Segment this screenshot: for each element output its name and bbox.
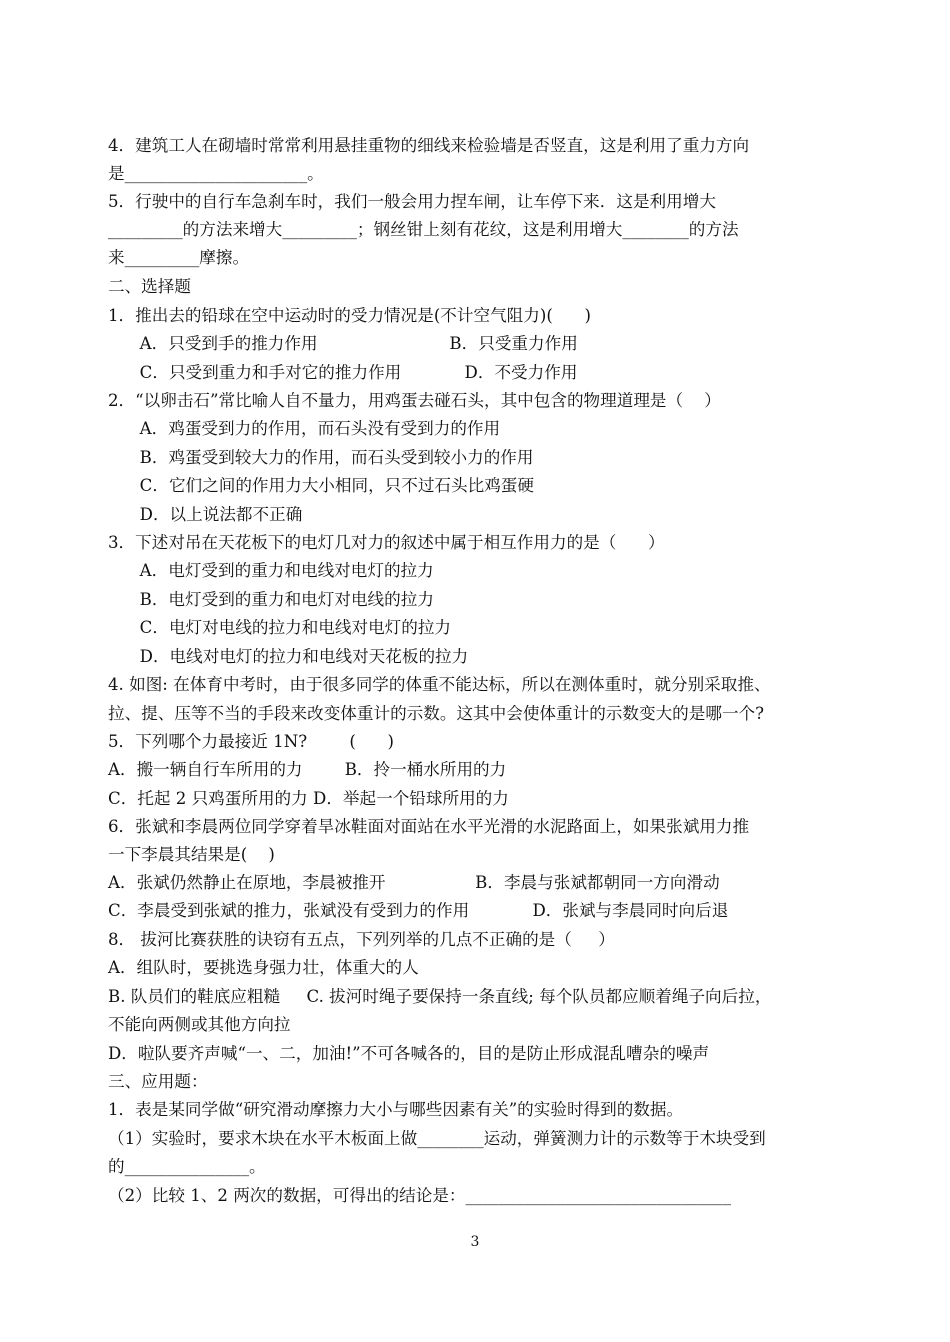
question-line: （2）比较 1、2 两次的数据，可得出的结论是：________________________________ [108, 1186, 732, 1205]
option-line: C．它们之间的作用力大小相同，只不过石头比鸡蛋硬 [108, 476, 534, 495]
question-line: 3．下述对吊在天花板下的电灯几对力的叙述中属于相互作用力的是（ ） [108, 533, 665, 552]
text-line: 来_________摩擦。 [108, 248, 250, 267]
question-line: 4. 如图: 在体育中考时，由于很多同学的体重不能达标，所以在测体重时，就分别采取推、 [108, 675, 771, 694]
option-line: C．李晨受到张斌的推力，张斌没有受到力的作用 D．张斌与李晨同时向后退 [108, 901, 729, 920]
text-line: 4．建筑工人在砌墙时常常利用悬挂重物的细线来检验墙是否竖直，这是利用了重力方向 [108, 136, 750, 155]
option-line: D．以上说法都不正确 [108, 505, 303, 524]
option-line: A．组队时，要挑选身强力壮，体重大的人 [108, 958, 419, 977]
question-line: 2．“以卵击石”常比喻人自不量力，用鸡蛋去碰石头，其中包含的物理道理是（ ） [108, 391, 721, 410]
option-line: A．只受到手的推力作用 B．只受重力作用 [108, 334, 578, 353]
question-line: 5．下列哪个力最接近 1N? ( ) [108, 732, 394, 751]
text-line: 是______________________。 [108, 164, 324, 183]
option-line: A．搬一辆自行车所用的力 B．拎一桶水所用的力 [108, 760, 507, 779]
option-line: A．鸡蛋受到力的作用，而石头没有受到力的作用 [108, 419, 501, 438]
question-line: 6．张斌和李晨两位同学穿着旱冰鞋面对面站在水平光滑的水泥路面上，如果张斌用力推 [108, 817, 750, 836]
option-line: A．电灯受到的重力和电线对电灯的拉力 [108, 561, 434, 580]
text-line: _________的方法来增大_________；钢丝钳上刻有花纹，这是利用增大________的方法 [108, 220, 739, 239]
section-heading: 三、应用题： [108, 1072, 208, 1091]
option-line: B．电灯受到的重力和电灯对电线的拉力 [108, 590, 434, 609]
option-line: A．张斌仍然静止在原地，李晨被推开 B．李晨与张斌都朝同一方向滑动 [108, 873, 720, 892]
question-line: 1．推出去的铅球在空中运动时的受力情况是(不计空气阻力)( ) [108, 306, 591, 325]
option-line: B．鸡蛋受到较大力的作用，而石头受到较小力的作用 [108, 448, 534, 467]
option-line: 不能向两侧或其他方向拉 [108, 1015, 291, 1034]
option-line: C．电灯对电线的拉力和电线对电灯的拉力 [108, 618, 452, 637]
text-line: 5．行驶中的自行车急刹车时，我们一般会用力捏车闸，让车停下来．这是利用增大 [108, 192, 716, 211]
page-number: 3 [470, 1234, 480, 1250]
option-line: D．啦队要齐声喊“一、二，加油!”不可各喊各的，目的是防止形成混乱嘈杂的噪声 [108, 1044, 710, 1063]
option-line: D．电线对电灯的拉力和电线对天花板的拉力 [108, 647, 469, 666]
question-line: 8． 拔河比赛获胜的诀窃有五点，下列列举的几点不正确的是（ ） [108, 930, 615, 949]
option-line: B. 队员们的鞋底应粗糙 C. 拔河时绳子要保持一条直线; 每个队员都应顺着绳子向后拉， [108, 987, 772, 1006]
question-line: 一下李晨其结果是( ) [108, 845, 275, 864]
option-line: C．托起 2 只鸡蛋所用的力 D．举起一个铅球所用的力 [108, 789, 509, 808]
question-line: （1）实验时，要求木块在水平木板面上做________运动，弹簧测力计的示数等于木块受到 [108, 1129, 766, 1148]
question-line: 的_______________。 [108, 1157, 266, 1176]
option-line: C．只受到重力和手对它的推力作用 D．不受力作用 [108, 363, 578, 382]
question-line: 1．表是某同学做“研究滑动摩擦力大小与哪些因素有关”的实验时得到的数据。 [108, 1100, 684, 1119]
question-line: 拉、提、压等不当的手段来改变体重计的示数。这其中会使体重计的示数变大的是哪一个? [108, 704, 765, 723]
section-heading: 二、选择题 [108, 277, 191, 296]
